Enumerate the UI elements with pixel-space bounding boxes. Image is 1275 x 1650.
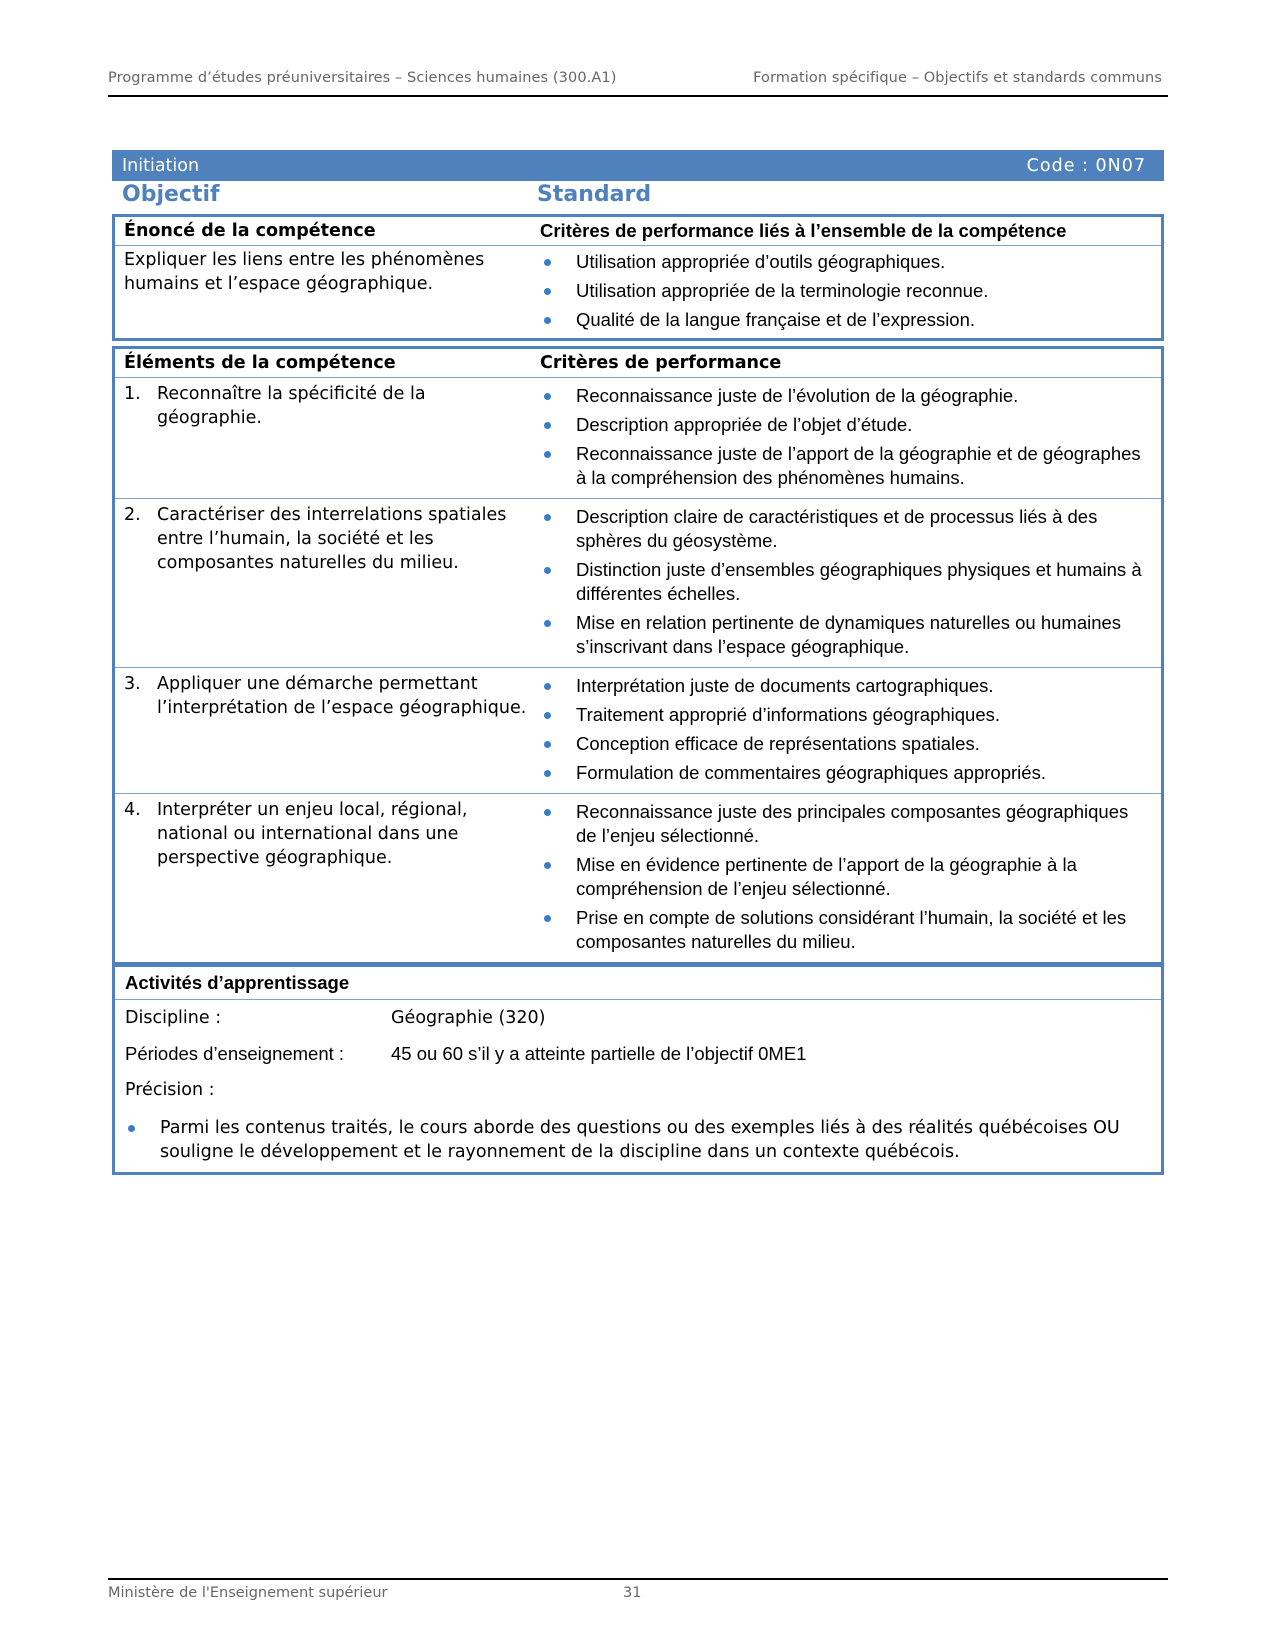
bullet-icon <box>544 915 551 922</box>
element-4: 4. Interpréter un enjeu local, régional, national ou international dans une perspective géographique. <box>124 800 468 868</box>
list-item: Description appropriée de l’objet d’étude. <box>540 413 1153 437</box>
precision-label: Précision : <box>125 1080 215 1100</box>
page-number: 31 <box>623 1585 642 1601</box>
list-item: Utilisation appropriée de la terminologie reconnue. <box>540 279 1153 303</box>
bullet-icon <box>544 567 551 574</box>
bullet-icon <box>544 288 551 295</box>
elements-box <box>112 346 1164 965</box>
bullet-icon <box>544 514 551 521</box>
list-item: Qualité de la langue française et de l’expression. <box>540 308 1153 332</box>
element-3-criteria <box>540 674 1153 785</box>
page-footer <box>108 1578 1168 1601</box>
bullet-icon <box>544 683 551 690</box>
list-item: Mise en évidence pertinente de l’apport de la géographie à la compréhension de l’enjeu sélectionné. <box>540 853 1153 901</box>
periods-row <box>115 1030 1161 1066</box>
header-program-title: Programme d’études préuniversitaires – Sciences humaines (300.A1) <box>108 70 617 86</box>
bullet-icon <box>544 712 551 719</box>
element-2-criteria <box>540 505 1153 659</box>
discipline-value: Géographie (320) <box>391 1008 546 1028</box>
course-level: Initiation <box>122 155 200 176</box>
discipline-label: Discipline : <box>125 1008 222 1028</box>
bullet-icon <box>128 1125 135 1132</box>
list-item: Reconnaissance juste des principales composantes géographiques de l’enjeu sélectionné. <box>540 800 1153 848</box>
page-header <box>108 70 1168 97</box>
list-item: Description claire de caractéristiques et de processus liés à des sphères du géosystème. <box>540 505 1153 553</box>
header-section-title: Formation spécifique – Objectifs et standards communs <box>753 70 1162 86</box>
element-row <box>115 668 1161 794</box>
activities-header-row <box>115 967 1161 1000</box>
bullet-icon <box>544 770 551 777</box>
bullet-icon <box>544 741 551 748</box>
precision-row <box>115 1066 1161 1102</box>
element-row <box>115 378 1161 499</box>
list-item: Formulation de commentaires géographiques appropriés. <box>540 761 1153 785</box>
element-2: 2. Caractériser des interrelations spatiales entre l’humain, la société et les composantes naturelles du milieu. <box>124 505 507 573</box>
list-item: Parmi les contenus traités, le cours aborde des questions ou des exemples liés à des réalités québécoises OU souligne le développement et le rayonnement de la discipline dans un contexte québécois. <box>115 1116 1151 1164</box>
list-item: Reconnaissance juste de l’évolution de la géographie. <box>540 384 1153 408</box>
list-item: Traitement approprié d’informations géographiques. <box>540 703 1153 727</box>
competence-statement-header: Énoncé de la compétence <box>124 221 376 241</box>
element-3: 3. Appliquer une démarche permettant l’interprétation de l’espace géographique. <box>124 674 527 718</box>
competence-criteria-header: Critères de performance liés à l’ensemble de la compétence <box>540 220 1067 241</box>
bullet-icon <box>544 620 551 627</box>
list-item: Mise en relation pertinente de dynamiques naturelles ou humaines s’inscrivant dans l’espace géographique. <box>540 611 1153 659</box>
footer-ministry: Ministère de l'Enseignement supérieur <box>108 1585 388 1601</box>
competence-criteria-list <box>540 250 1153 332</box>
periods-value: 45 ou 60 s’il y a atteinte partielle de l’objectif 0ME1 <box>391 1043 807 1064</box>
elements-header-row <box>115 349 1161 378</box>
course-banner <box>112 150 1164 181</box>
objectif-title: Objectif <box>122 182 220 207</box>
activities-header: Activités d’apprentissage <box>125 972 350 993</box>
bullet-icon <box>544 259 551 266</box>
element-row <box>115 794 1161 962</box>
element-1: 1. Reconnaître la spécificité de la géographie. <box>124 384 426 428</box>
bullet-icon <box>544 317 551 324</box>
competence-box <box>112 214 1164 341</box>
precision-list <box>115 1116 1151 1164</box>
bullet-icon <box>544 422 551 429</box>
section-titles <box>112 182 1164 214</box>
element-1-criteria <box>540 384 1153 490</box>
list-item: Utilisation appropriée d’outils géographiques. <box>540 250 1153 274</box>
competence-statement: Expliquer les liens entre les phénomènes humains et l’espace géographique. <box>124 250 485 294</box>
course-code: Code : 0N07 <box>1026 155 1146 176</box>
activities-box <box>112 964 1164 1175</box>
bullet-icon <box>544 862 551 869</box>
discipline-row <box>115 1000 1161 1030</box>
bullet-icon <box>544 451 551 458</box>
list-item: Distinction juste d’ensembles géographiques physiques et humains à différentes échelles. <box>540 558 1153 606</box>
bullet-icon <box>544 393 551 400</box>
list-item: Prise en compte de solutions considérant l’humain, la société et les composantes naturelles du milieu. <box>540 906 1153 954</box>
standard-title: Standard <box>537 182 652 207</box>
list-item: Interprétation juste de documents cartographiques. <box>540 674 1153 698</box>
bullet-icon <box>544 809 551 816</box>
list-item: Reconnaissance juste de l’apport de la géographie et de géographes à la compréhension des phénomènes humains. <box>540 442 1153 490</box>
periods-label: Périodes d’enseignement : <box>125 1043 345 1064</box>
element-row <box>115 499 1161 668</box>
element-4-criteria <box>540 800 1153 954</box>
elements-header: Éléments de la compétence <box>124 353 396 373</box>
competence-content-row <box>115 246 1161 338</box>
competence-header-row <box>115 217 1161 246</box>
performance-criteria-header: Critères de performance <box>540 353 782 373</box>
list-item: Conception efficace de représentations spatiales. <box>540 732 1153 756</box>
